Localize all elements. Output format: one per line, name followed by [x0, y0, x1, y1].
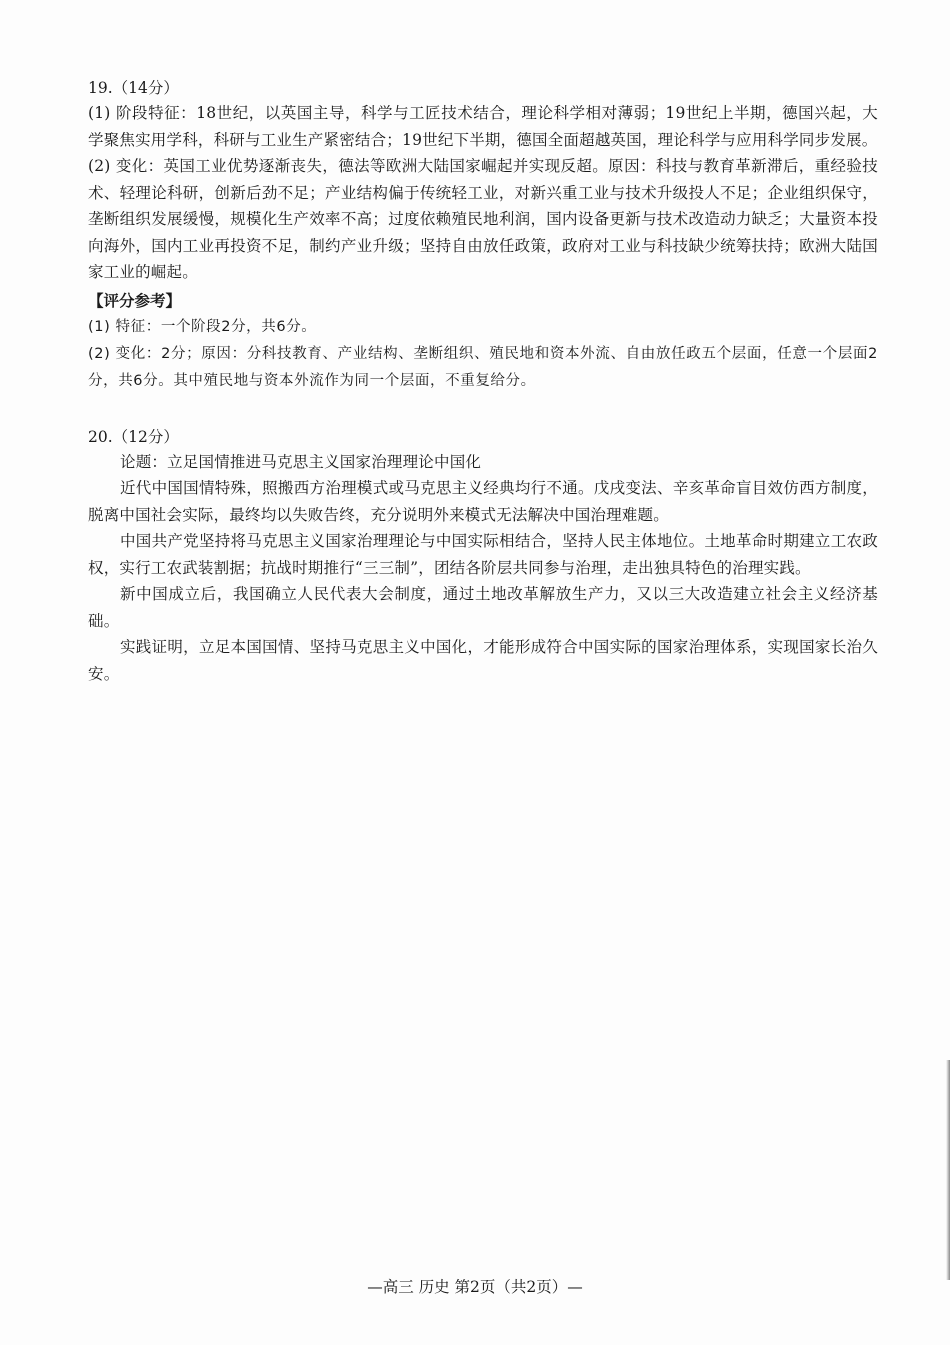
- question-19-title: 19.（14分）: [88, 79, 179, 97]
- question-19-part1-answer: (1) 阶段特征：18世纪，以英国主导，科学与工匠技术结合，理论科学相对薄弱；19世纪上半期，德国兴起，大学聚焦实用学科，科研与工业生产紧密结合；19世纪下半期，德国全面超越英国，理论科学与应用科学同步发展。: [88, 104, 878, 149]
- question-20-title: 20.（12分）: [88, 427, 179, 446]
- scoring-reference-part2: (2) 变化：2分；原因：分科技教育、产业结构、垄断组织、殖民地和资本外流、自由放任政五个层面，任意一个层面2分，共6分。其中殖民地与资本外流作为同一个层面，不重复给分。: [88, 345, 878, 389]
- question-19-part2-answer: (2) 变化：英国工业优势逐渐丧失，德法等欧洲大陆国家崛起并实现反超。原因：科技与教育革新滞后，重经验技术、轻理论科研，创新后劲不足；产业结构偏于传统轻工业，对新兴重工业与技术升级投人不足；企业组织保守，垄断组织发展缓慢，规模化生产效率不高；过度依赖殖民地利润，国内设备更新与技术改造动力缺乏；大量资本投向海外，国内工业再投资不足，制约产业升级；坚持自由放任政策，政府对工业与科技缺少统筹扶持；欧洲大陆国家工业的崛起。: [88, 157, 878, 281]
- section-gap: [88, 395, 878, 425]
- question-20-paragraph-3: 新中国成立后，我国确立人民代表大会制度，通过土地改革解放生产力，又以三大改造建立社会主义经济基础。: [88, 585, 878, 630]
- question-20-paragraph-4: 实践证明，立足本国国情、坚持马克思主义中国化，才能形成符合中国实际的国家治理体系，实现国家长治久安。: [88, 638, 878, 683]
- scoring-reference-part1: (1) 特征：一个阶段2分，共6分。: [88, 318, 317, 335]
- page-footer: —高三 历史 第2页（共2页）—: [367, 1278, 583, 1296]
- question-20-paragraph-1: 近代中国国情特殊，照搬西方治理模式或马克思主义经典均行不通。戊戌变法、辛亥革命盲目效仿西方制度，脱离中国社会实际，最终均以失败告终，充分说明外来模式无法解决中国治理难题。: [88, 479, 878, 524]
- scan-edge-shadow: [946, 1060, 950, 1280]
- answer-content: [88, 76, 878, 687]
- scoring-reference-heading: 【评分参考】: [88, 291, 182, 310]
- question-20-paragraph-2: 中国共产党坚持将马克思主义国家治理理论与中国实际相结合，坚持人民主体地位。土地革命时期建立工农政权，实行工农武装割据；抗战时期推行“三三制”，团结各阶层共同参与治理，走出独具特色的治理实践。: [88, 532, 878, 577]
- question-20-thesis: 论题：立足国情推进马克思主义国家治理理论中国化: [120, 452, 482, 471]
